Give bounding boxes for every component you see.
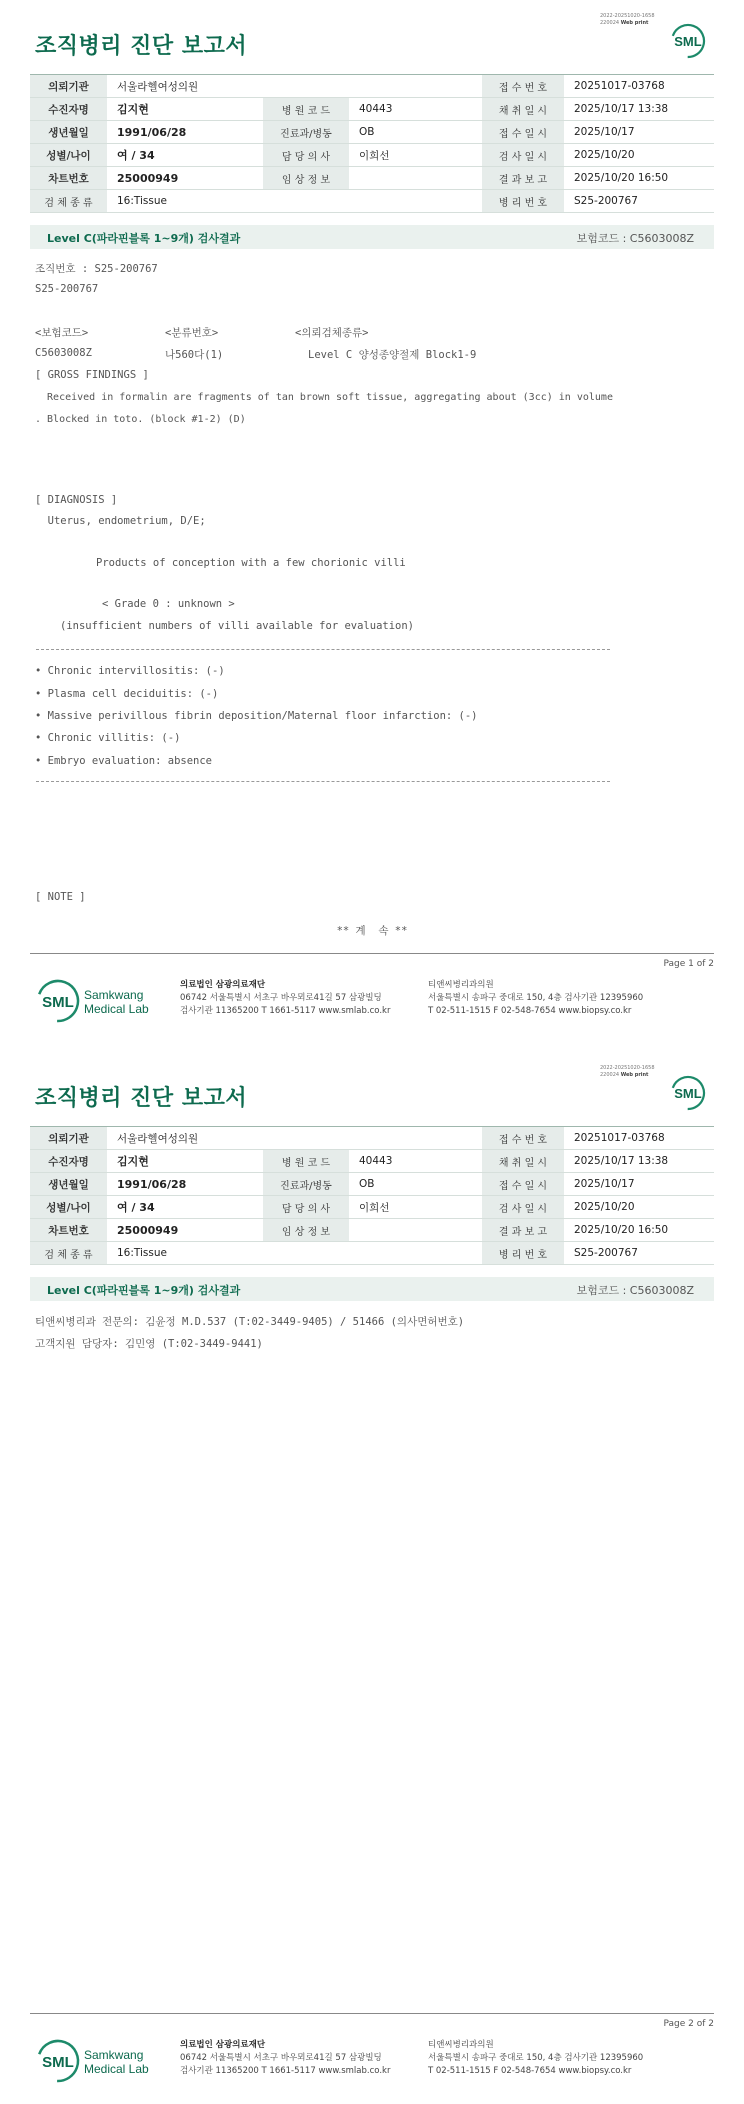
diagnosis-grade-note: (insufficient numbers of villi available for evaluation) — [60, 620, 415, 632]
info-row: 의뢰기관 서울라헬여성의원 접 수 번 호 20251017-03768 — [30, 75, 714, 98]
pathologist-info: 티앤씨병리과 전문의: 김윤정 M.D.537 (T:02-3449-9405) / 51466 (의사면허번호) — [35, 1316, 465, 1328]
print-meta: 2022-20251020-1658 220024 Web print — [600, 13, 655, 26]
pathology-number: S25-200767 — [35, 283, 99, 295]
svg-text:Samkwang: Samkwang — [84, 2048, 144, 2062]
info-row: 생년월일 1991/06/28 진료과/병동 OB 접 수 일 시 2025/10/17 — [30, 1173, 714, 1196]
svg-text:Samkwang: Samkwang — [84, 988, 144, 1002]
divider — [36, 649, 610, 650]
report-title: 조직병리 진단 보고서 — [35, 34, 248, 59]
patient-info-table — [30, 1126, 714, 1265]
info-row: 검 체 종 류 16:Tissue 병 리 번 호 S25-200767 — [30, 1242, 714, 1265]
finding-item: • Chronic villitis: (-) — [35, 732, 181, 744]
finding-item: • Chronic intervillositis: (-) — [35, 665, 225, 677]
gross-findings-line: Received in formalin are fragments of tan brown soft tissue, aggregating about (3cc) in volume — [35, 392, 613, 403]
section-header: Level C(파라핀블록 1~9개) 검사결과 보험코드 : C5603008Z — [30, 1277, 714, 1301]
svg-text:SML: SML — [674, 1086, 702, 1101]
sml-logo-icon — [670, 1075, 706, 1111]
svg-text:Medical Lab: Medical Lab — [84, 1002, 149, 1016]
info-row: 성별/나이 여 / 34 담 당 의 사 이희선 검 사 일 시 2025/10/20 — [30, 144, 714, 167]
patient-info-table — [30, 74, 714, 213]
footer-address-tnc: 티앤씨병리과의원 서울특별시 송파구 중대로 150, 4층 검사기관 12395960 T 02-511-1515 F 02-548-7654 www.biopsy.co.kr — [428, 980, 644, 1016]
info-row: 수진자명 김지현 병 원 코 드 40443 채 취 일 시 2025/10/17 13:38 — [30, 98, 714, 121]
info-row: 차트번호 25000949 임 상 정 보 결 과 보 고 2025/10/20 16:50 — [30, 1219, 714, 1242]
finding-item: • Embryo evaluation: absence — [35, 755, 213, 767]
continued-marker: ** 계 속 ** — [336, 925, 408, 937]
footer-address-sml: 의료법인 삼광의료재단 06742 서울특별시 서초구 바우뫼로41길 57 삼광빌딩 검사기관 11365200 T 1661-5117 www.smlab.co.kr — [180, 980, 391, 1016]
samkwang-logo-icon — [36, 2037, 156, 2085]
page-number: Page 2 of 2 — [663, 2019, 714, 2029]
svg-text:Medical Lab: Medical Lab — [84, 2062, 149, 2076]
info-row: 차트번호 25000949 임 상 정 보 결 과 보 고 2025/10/20 16:50 — [30, 167, 714, 190]
divider — [36, 781, 610, 782]
svg-text:SML: SML — [674, 34, 702, 49]
page-number: Page 1 of 2 — [663, 959, 714, 969]
gross-findings-header: [ GROSS FINDINGS ] — [35, 369, 149, 381]
info-row: 검 체 종 류 16:Tissue 병 리 번 호 S25-200767 — [30, 190, 714, 213]
finding-item: • Massive perivillous fibrin deposition/Maternal floor infarction: (-) — [35, 710, 478, 722]
samkwang-logo-icon — [36, 977, 156, 1025]
specimen-type-header: <의뢰검체종류> — [295, 327, 369, 339]
footer-divider — [30, 953, 714, 954]
footer-address-sml: 의료법인 삼광의료재단 06742 서울특별시 서초구 바우뫼로41길 57 삼광빌딩 검사기관 11365200 T 1661-5117 www.smlab.co.kr — [180, 2040, 391, 2076]
note-header: [ NOTE ] — [35, 891, 86, 903]
info-row: 의뢰기관 서울라헬여성의원 접 수 번 호 20251017-03768 — [30, 1127, 714, 1150]
insurance-code-value: C5603008Z — [35, 347, 92, 359]
svg-text:SML: SML — [42, 2054, 74, 2071]
footer-address-tnc: 티앤씨병리과의원 서울특별시 송파구 중대로 150, 4층 검사기관 12395960 T 02-511-1515 F 02-548-7654 www.biopsy.co.kr — [428, 2040, 644, 2076]
footer-divider — [30, 2013, 714, 2014]
sml-logo-icon — [670, 23, 706, 59]
info-row: 생년월일 1991/06/28 진료과/병동 OB 접 수 일 시 2025/10/17 — [30, 121, 714, 144]
svg-text:SML: SML — [42, 994, 74, 1011]
finding-item: • Plasma cell deciduitis: (-) — [35, 688, 219, 700]
tissue-number: 조직번호 : S25-200767 — [35, 263, 158, 275]
info-row: 성별/나이 여 / 34 담 당 의 사 이희선 검 사 일 시 2025/10/20 — [30, 1196, 714, 1219]
class-code-value: 나560다(1) — [165, 349, 224, 361]
diagnosis-grade: < Grade 0 : unknown > — [102, 598, 235, 610]
support-contact: 고객지원 담당자: 김민영 (T:02-3449-9441) — [35, 1338, 263, 1350]
diagnosis-header: [ DIAGNOSIS ] — [35, 494, 118, 506]
diagnosis-site: Uterus, endometrium, D/E; — [35, 515, 206, 527]
report-title: 조직병리 진단 보고서 — [35, 1086, 248, 1111]
specimen-type-value: Level C 양성종양절제 Block1-9 — [308, 349, 477, 361]
print-meta: 2022-20251020-1658 220024 Web print — [600, 1065, 655, 1078]
gross-findings-line: . Blocked in toto. (block #1-2) (D) — [35, 414, 246, 425]
diagnosis-result: Products of conception with a few chorionic villi — [96, 557, 406, 569]
insurance-code-header: <보험코드> — [35, 327, 89, 339]
info-row: 수진자명 김지현 병 원 코 드 40443 채 취 일 시 2025/10/17 13:38 — [30, 1150, 714, 1173]
section-header: Level C(파라핀블록 1~9개) 검사결과 보험코드 : C5603008Z — [30, 225, 714, 249]
report-page-2 — [0, 1052, 744, 2104]
class-code-header: <분류번호> — [165, 327, 219, 339]
